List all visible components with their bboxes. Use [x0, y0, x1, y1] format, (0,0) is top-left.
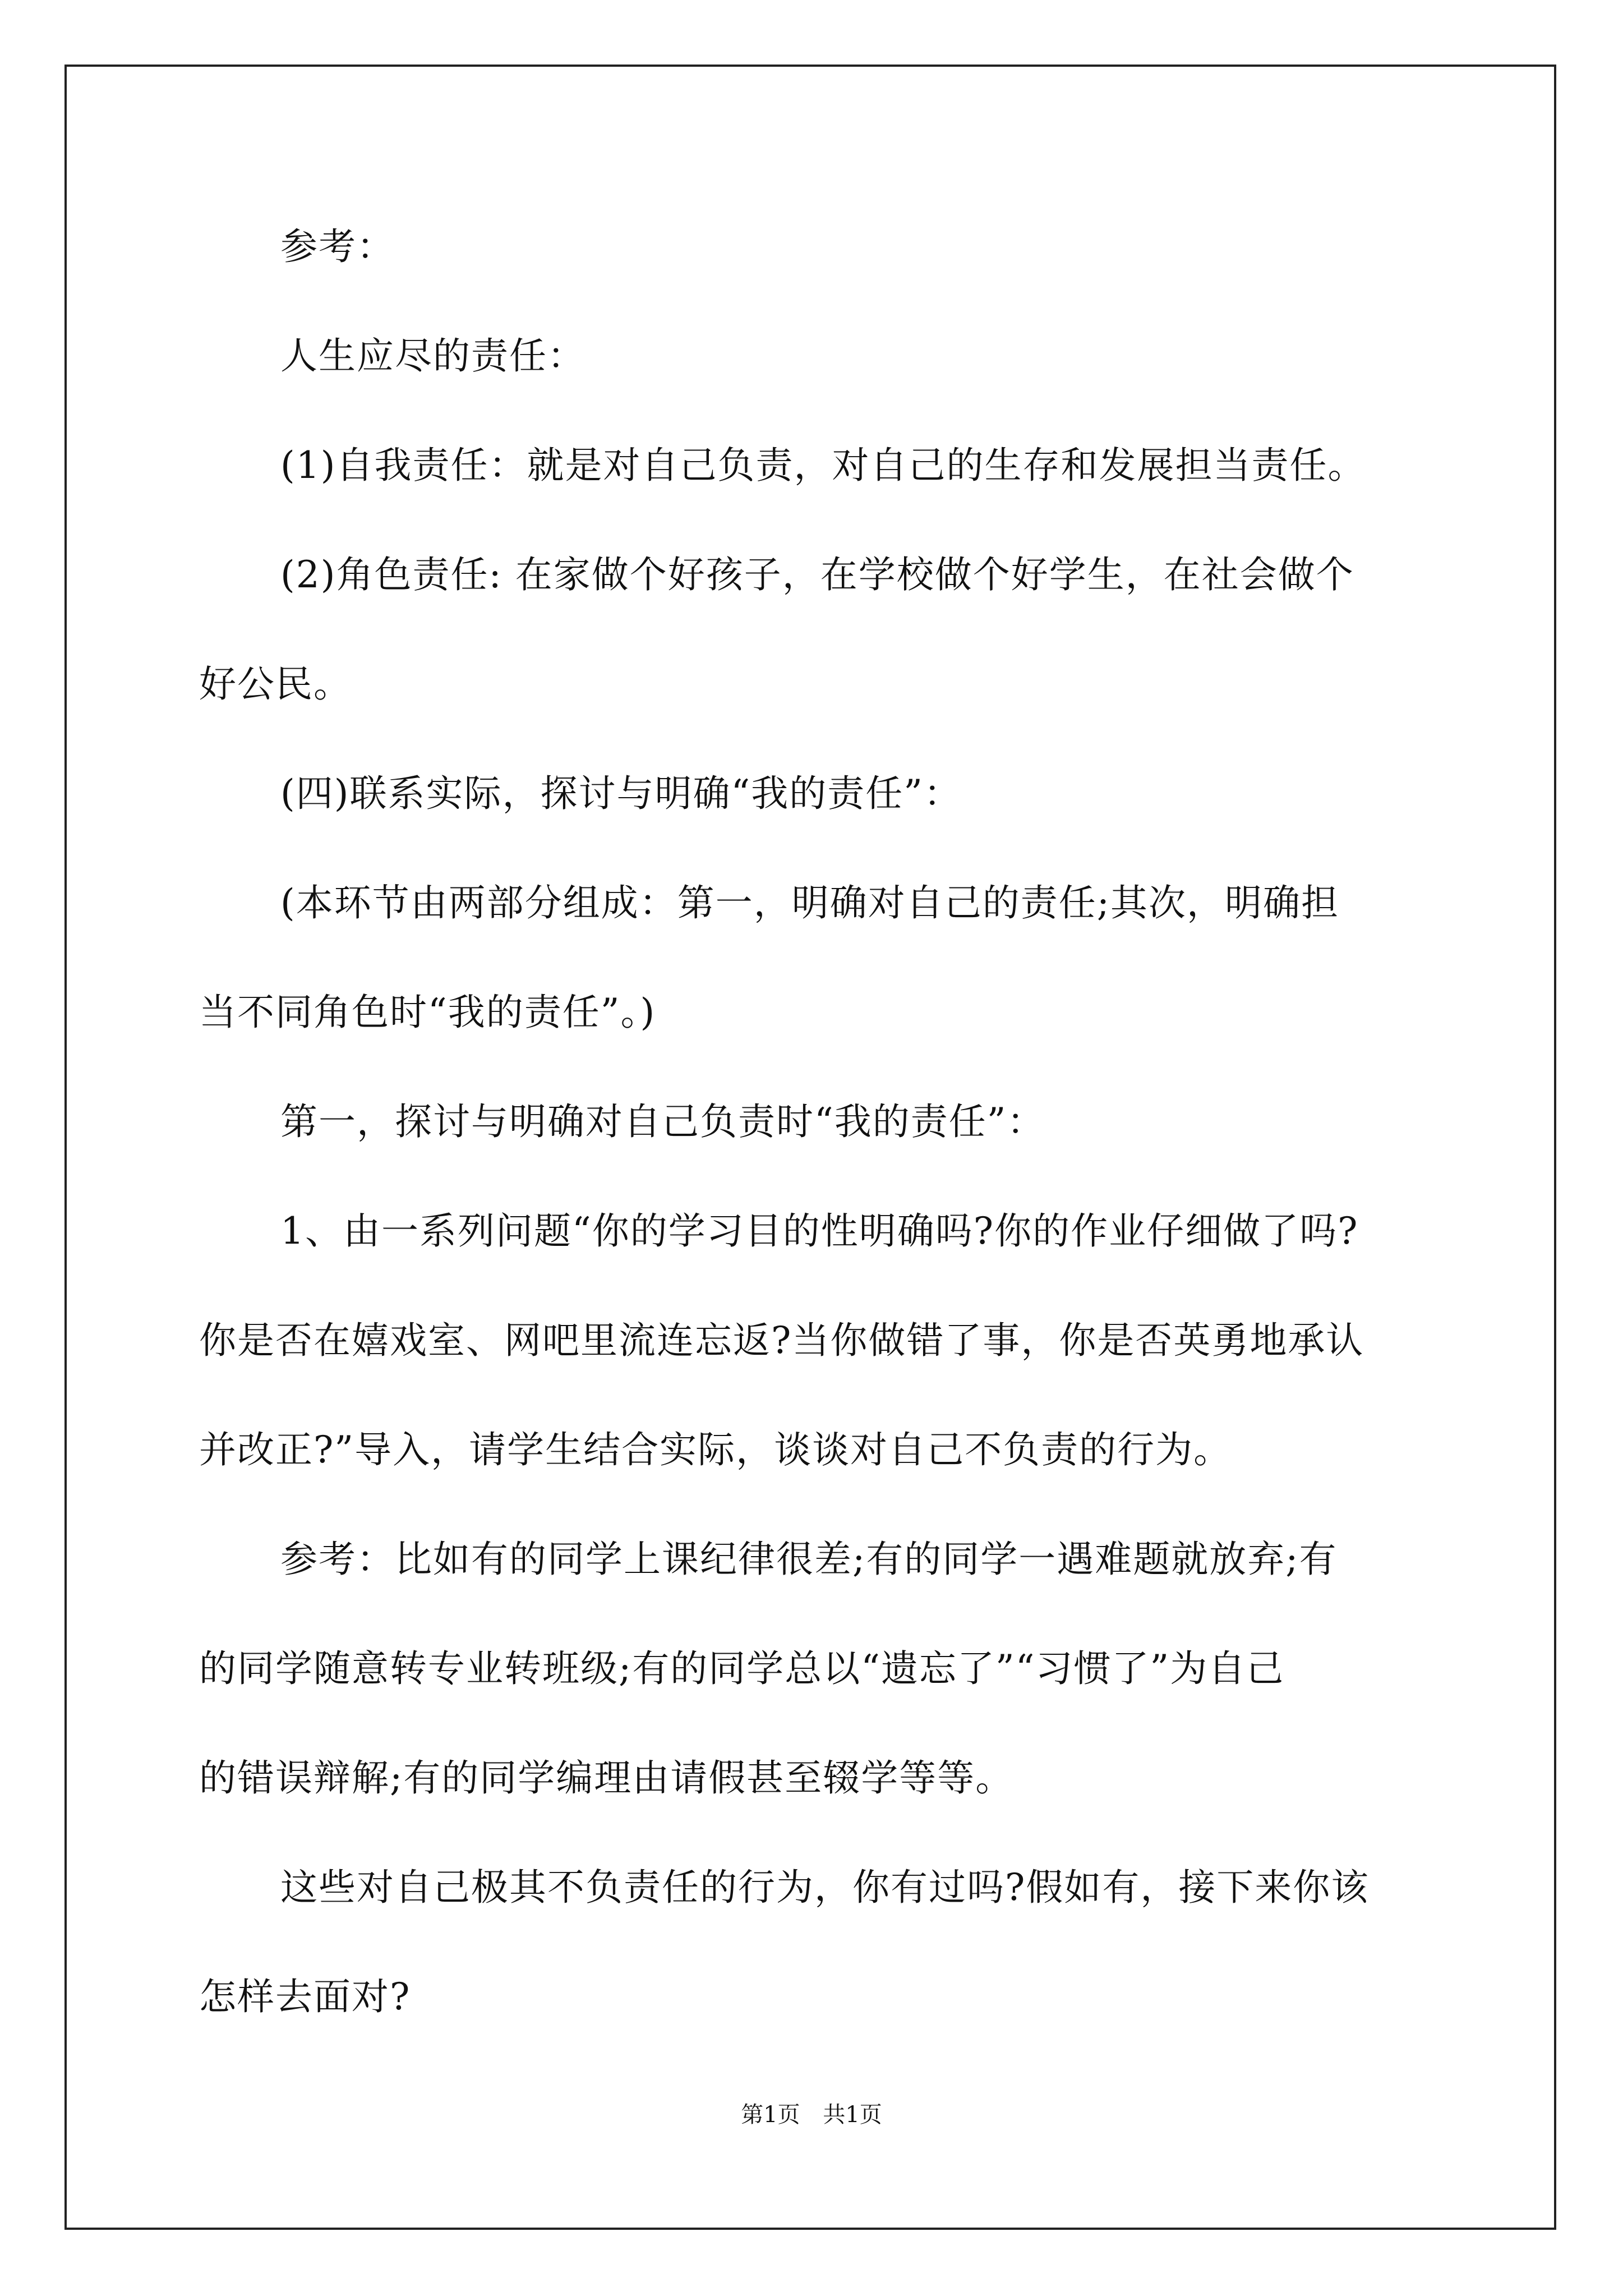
- page-number-total: 共1页: [823, 2102, 882, 2128]
- paragraph-line: 1、由一系列问题“你的学习目的性明确吗?你的作业仔细做了吗?: [280, 1209, 1359, 1253]
- paragraph-line: (2)角色责任: 在家做个好孩子，在学校做个好学生，在社会做个: [280, 553, 1354, 596]
- paragraph-line: (1)自我责任：就是对自己负责，对自己的生存和发展担当责任。: [280, 444, 1366, 487]
- page-footer: [0, 2101, 1623, 2129]
- paragraph-line: 的错误辩解;有的同学编理由请假甚至辍学等等。: [199, 1756, 1014, 1800]
- paragraph-line: 好公民。: [199, 662, 352, 706]
- paragraph-line: 参考：: [280, 225, 395, 268]
- paragraph-line: 参考：比如有的同学上课纪律很差;有的同学一遇难题就放弃;有: [280, 1538, 1338, 1581]
- paragraph-line: 并改正?”导入，请学生结合实际，谈谈对自己不负责的行为。: [199, 1428, 1232, 1471]
- paragraph-line: (本环节由两部分组成：第一，明确对自己的责任;其次，明确担: [280, 881, 1339, 924]
- paragraph-line: 的同学随意转专业转班级;有的同学总以“遗忘了”“习惯了”为自己: [199, 1647, 1285, 1690]
- paragraph-line: 第一，探讨与明确对自己负责时“我的责任”：: [280, 1100, 1045, 1143]
- paragraph-line: 你是否在嬉戏室、网吧里流连忘返?当你做错了事，你是否英勇地承认: [199, 1319, 1364, 1362]
- paragraph-line: (四)联系实际，探讨与明确“我的责任”：: [280, 772, 962, 815]
- page-number-current: 第1页: [741, 2102, 800, 2128]
- paragraph-line: 当不同角色时“我的责任”。): [199, 991, 656, 1034]
- paragraph-line: 这些对自己极其不负责任的行为，你有过吗?假如有，接下来你该: [280, 1866, 1370, 1909]
- paragraph-line: 怎样去面对?: [199, 1975, 411, 2018]
- paragraph-line: 人生应尽的责任：: [280, 334, 585, 378]
